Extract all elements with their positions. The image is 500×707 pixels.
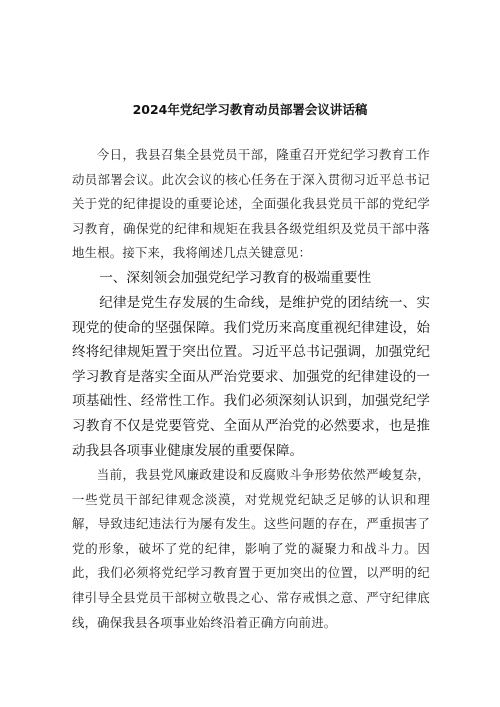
section-heading-1: 一、深刻领会加强党纪学习教育的极端重要性 [99,270,372,286]
paragraph-discipline: 纪律是党生存发展的生命线，是维护党的团结统一、实现党的使命的坚强保障。我们党历来高度重视纪律建设，始终将纪律规矩置于突出位置。习近平总书记强调，加强党纪学习教育是落实全面从严治党要求、加强党的纪律建设的一项基础性、经常性工作。我们必须深刻认识到，加强党纪学习教育不仅是党要管党、全面从严治党的必然要求，也是推动我县各项事业健康发展的重要保障。 [72,295,430,459]
paragraph-current-situation: 当前，我县党风廉政建设和反腐败斗争形势依然严峻复杂，一些党员干部纪律观念淡漠，对党规党纪缺乏足够的认识和理解，导致违纪违法行为屡有发生。这些问题的存在，严重损害了党的形象，破坏了党的纪律，影响了党的凝聚力和战斗力。因此，我们必须将党纪学习教育置于更加突出的位置，以严明的纪律引导全县党员干部树立敬畏之心、常存戒惧之意、严守纪律底线，确保我县各项事业始终沿着正确方向前进。 [72,467,430,630]
paragraph-intro: 今日，我县召集全县党员干部，隆重召开党纪学习教育工作动员部署会议。此次会议的核心任务在于深入贯彻习近平总书记关于党的纪律提设的重要论述，全面强化我县党员干部的党纪学习教育，确保党的纪律和规矩在我县各级党组织及党员干部中落地生根。接下来，我将阐述几点关键意见： [72,147,430,261]
document-title: 2024年党纪学习教育动员部署会议讲话稿 [132,102,368,118]
